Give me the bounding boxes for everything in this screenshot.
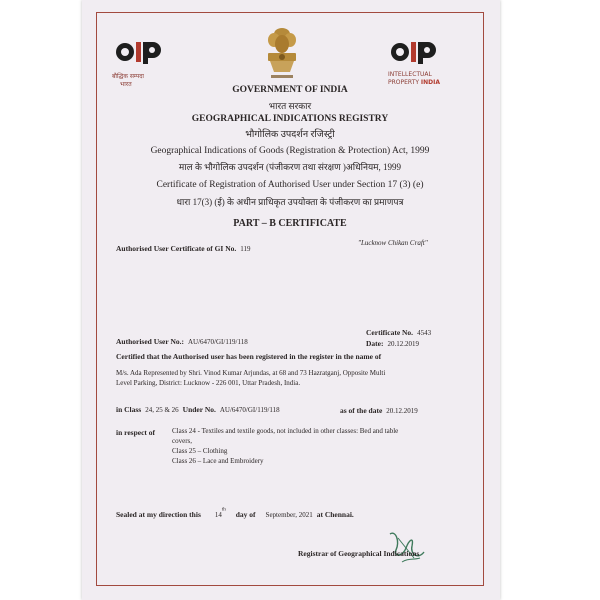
respect-item: Class 25 – Clothing	[172, 447, 228, 455]
class-value: 24, 25 & 26	[145, 406, 179, 414]
part-b-heading: PART – B CERTIFICATE	[233, 218, 347, 229]
user-no-value: AU/6470/GI/119/118	[187, 338, 248, 346]
gi-line	[116, 238, 251, 256]
respect-label: in respect of	[116, 428, 156, 437]
left-logo-text-2: भारत	[120, 81, 132, 88]
right-logo-india: INDIA	[420, 79, 441, 86]
government-title: GOVERNMENT OF INDIA	[232, 85, 348, 95]
signature-icon	[384, 528, 430, 566]
ip-logo-icon	[112, 38, 172, 72]
registry-title: GEOGRAPHICAL INDICATIONS REGISTRY	[191, 114, 389, 124]
under-no-value: AU/6470/GI/119/118	[219, 406, 280, 414]
class-line	[116, 399, 280, 417]
registrant-name-line-1: M/s. Ada Represented by Shri. Vinod Kumar Arjundas, at 68 and 73 Hazratganj, Opposite Multi	[116, 369, 386, 377]
respect-item: Class 26 – Lace and Embroidery	[172, 457, 264, 465]
right-logo-property: PROPERTY	[388, 79, 419, 86]
gi-label: Authorised User Certificate of GI No.	[116, 244, 237, 253]
respect-item: Class 24 - Textiles and textile goods, not included in other classes: Bed and table	[172, 427, 399, 435]
registrant-name-line-2: Level Parking, District: Lucknow - 226 001, Uttar Pradesh, India.	[116, 379, 301, 387]
registry-title-hindi: भौगोलिक उपदर्शन रजिस्ट्री	[245, 130, 335, 140]
date-line	[366, 333, 419, 351]
certified-text: Certified that the Authorised user has been registered in the register in the name of	[116, 352, 382, 361]
as-of-line	[340, 400, 418, 418]
as-of-date: 20.12.2019	[386, 407, 418, 415]
gi-name: "Lucknow Chikan Craft"	[358, 239, 428, 247]
as-of-label: as of the date	[340, 406, 383, 415]
day-of-label: day of	[235, 510, 256, 519]
ip-india-logo	[388, 38, 468, 90]
date-label: Date:	[366, 339, 384, 348]
act-title: Geographical Indications of Goods (Registration & Protection) Act, 1999	[150, 146, 430, 156]
state-emblem	[262, 24, 302, 84]
sealed-day: 14	[214, 511, 222, 519]
act-title-hindi: माल के भौगोलिक उपदर्शन (पंजीकरण तथा संरक्षण )अधिनियम, 1999	[178, 162, 402, 172]
right-logo-text-1: INTELLECTUAL	[388, 71, 432, 78]
under-no-label: Under No.	[182, 405, 216, 414]
sealed-day-suffix: th	[221, 507, 226, 513]
user-no-label: Authorised User No.:	[116, 337, 184, 346]
ip-india-logo-hindi	[112, 38, 172, 88]
certificate-title: Certificate of Registration of Authorised User under Section 17 (3) (e)	[156, 180, 424, 190]
ip-logo-icon-right	[388, 38, 438, 70]
registrar-title: Registrar of Geographical Indications	[298, 549, 420, 558]
sealed-line	[116, 504, 354, 522]
cert-no-label: Certificate No.	[366, 328, 414, 337]
sealed-label: Sealed at my direction this	[116, 510, 201, 519]
lion-capital-icon	[262, 24, 302, 84]
sealed-month-year: September, 2021	[265, 511, 313, 519]
class-label: in Class	[116, 405, 142, 414]
date-value: 20.12.2019	[387, 340, 419, 348]
gi-number: 119	[240, 245, 251, 253]
registrar-signature	[384, 528, 430, 566]
certificate-title-hindi: धारा 17(3) (ई) के अधीन प्राधिकृत उपयोक्ता के पंजीकरण का प्रमाणपत्र	[176, 197, 404, 207]
authorised-user-line	[116, 331, 248, 349]
at-chennai: at Chennai.	[316, 510, 354, 519]
respect-item: covers,	[172, 437, 193, 445]
government-title-hindi: भारत सरकार	[268, 101, 312, 111]
cert-no-value: 4543	[417, 329, 432, 337]
left-logo-text-1: बौद्धिक सम्पदा	[112, 73, 144, 80]
